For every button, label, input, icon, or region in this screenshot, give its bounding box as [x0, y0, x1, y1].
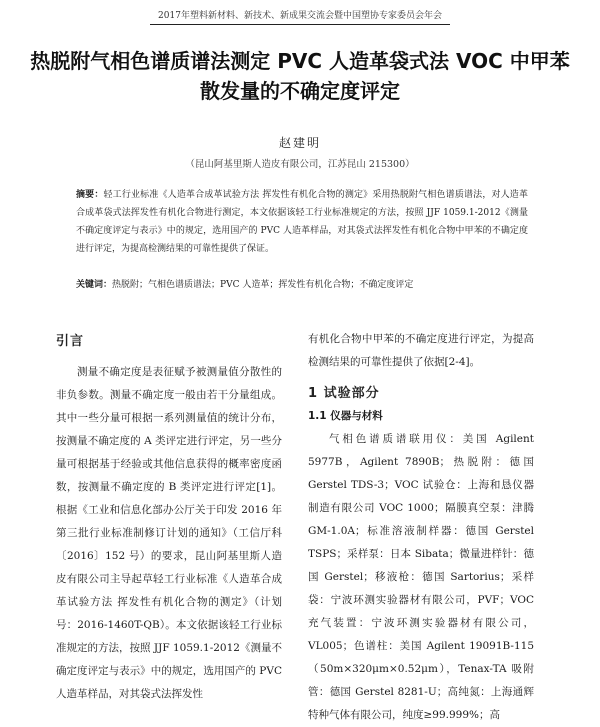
keywords-text: 热脱附；气相色谱质谱法；PVC 人造革；挥发性有机化合物；不确定度评定	[112, 280, 414, 290]
subsection-title-instruments: 1.1 仪器与材料	[308, 410, 383, 422]
left-column	[56, 330, 282, 706]
section-title-introduction: 引言	[56, 334, 85, 349]
keywords-label: 关键词：	[76, 280, 113, 290]
running-header: 2017年塑料新材料、新技术、新成果交流会暨中国塑协专家委员会年会	[150, 8, 450, 25]
author: 赵建明	[278, 136, 321, 150]
introduction-paragraph: 测量不确定度是表征赋予被测量值分散性的非负参数。测量不确定度一般由若干分量组成。其中一些分量可根据一系列测量值的统计分布，按测量不确定度的 A 类评定进行评定，另一些分量可根据基于经验或其他信息获得的概率密度函数，按测量不确定度的 B 类评定进行评定[1]。根据《工业和信息化部办公厅关于印发 2016 年第三批行业标准制修订计划的通知》（工信厅科〔2016〕152 号）的要求，昆山阿基里斯人造皮有限公司主导起草轻工行业标准《人造革合成革试验方法 挥发性有机化合物的测定》（计划号：2016-1460T-QB）。本文依据该轻工行业标准规定的方法，按照 JJF 1059.1-2012《测量不确定度评定与表示》中的规定，选用国产的 PVC 人造革样品，对其袋式法挥发性	[56, 366, 282, 700]
paper-title: 热脱附气相色谱质谱法测定 PVC 人造革袋式法 VOC 中甲苯散发量的不确定度评定	[30, 49, 570, 103]
abstract-label: 摘要：	[76, 190, 104, 200]
continued-paragraph: 有机化合物中甲苯的不确定度进行评定，为提高检测结果的可靠性提供了依据[2-4]。	[308, 333, 534, 368]
right-column	[308, 328, 534, 727]
abstract-text: 轻工行业标准《人造革合成革试验方法 挥发性有机化合物的测定》采用热脱附气相色谱质谱法，对人造革合成革袋式法挥发性有机化合物进行测定，本文依据该轻工行业标准规定的方法，按照 JJF 1059.1-2012《测量不确定度评定与表示》中的规定，选用国产的 PVC 人造革样品，对其袋式法挥发性有机化合物中甲苯的不确定度进行评定，为提高检测结果的可靠性提供了保证。	[76, 190, 528, 254]
keywords	[76, 278, 528, 292]
affiliation: （昆山阿基里斯人造皮有限公司，江苏昆山 215300）	[185, 159, 415, 170]
instruments-paragraph: 气相色谱质谱联用仪：美国 Agilent 5977B，Agilent 7890B；热脱附：德国 Gerstel TDS-3；VOC 试验仓：上海和恳仪器制造有限公司 VOC 1000；隔膜真空泵：津腾 GM-1.0A；标准溶液制样器：德国 Gerstel TSPS；采样泵：日本 Sibata；微量进样针：德国 Gerstel；移液枪：德国 Sartorius；采样袋：宁波环测实验器材有限公司，PVF；VOC 充气装置：宁波环测实验器材有限公司，VL005；色谱柱：美国 Agilent 19091B-115（50m×320μm×0.52μm），Tenax-TA 吸附管：德国 Gerstel 8281-U；高纯氮：上海通辉特种气体有限公司，纯度≥99.999%；高	[308, 433, 534, 721]
section-title-experimental: 1 试验部分	[308, 386, 380, 401]
abstract	[76, 186, 528, 258]
